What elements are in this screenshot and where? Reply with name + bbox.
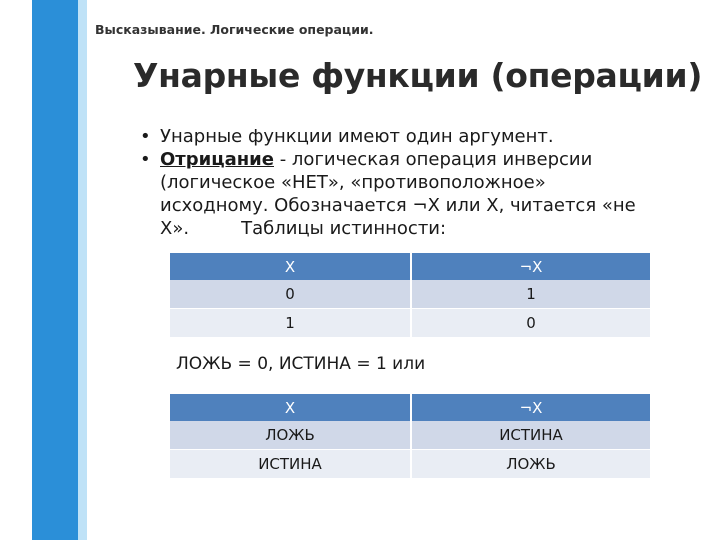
table-header-row <box>170 253 650 280</box>
bullet-text-line1: - логическая операция инверсии <box>273 149 593 170</box>
table-cell: ЛОЖЬ <box>170 421 411 450</box>
table-header-cell: ¬X <box>411 253 650 280</box>
table-cell: ЛОЖЬ <box>411 450 650 479</box>
table-row <box>170 280 650 309</box>
table-cell: 0 <box>411 309 650 338</box>
bullet-item-unary <box>140 125 700 148</box>
bullet-item-negation <box>140 148 700 240</box>
table-row <box>170 421 650 450</box>
table-header-cell: X <box>170 394 411 421</box>
table-header-cell: X <box>170 253 411 280</box>
table-cell: 1 <box>170 309 411 338</box>
table-cell: 1 <box>411 280 650 309</box>
term-negation: Отрицание <box>160 149 274 170</box>
bullet-text-line2: (логическое «НЕТ», «противоположное» <box>160 172 546 193</box>
table-row <box>170 309 650 338</box>
truth-tables-caption: Таблицы истинности: <box>241 218 447 239</box>
bullet-list <box>140 125 700 240</box>
left-accent-stripe <box>32 0 78 540</box>
table-row <box>170 450 650 479</box>
left-accent-stripe-light <box>78 0 87 540</box>
table-cell: ИСТИНА <box>411 421 650 450</box>
slide-header: Высказывание. Логические операции. <box>95 22 374 37</box>
slide-title: Унарные функции (операции) <box>133 56 703 95</box>
bullet-text: Унарные функции имеют один аргумент. <box>160 126 554 147</box>
table-header-cell: ¬X <box>411 394 650 421</box>
table-header-row <box>170 394 650 421</box>
truth-table-logical <box>170 394 650 478</box>
table-cell: ИСТИНА <box>170 450 411 479</box>
bullet-text-line4a: X». <box>160 218 190 239</box>
table-cell: 0 <box>170 280 411 309</box>
truth-table-numeric <box>170 253 650 337</box>
values-note: ЛОЖЬ = 0, ИСТИНА = 1 или <box>176 354 426 374</box>
bullet-text-line3: исходному. Обозначается ¬X или X, читается «не <box>160 195 636 216</box>
